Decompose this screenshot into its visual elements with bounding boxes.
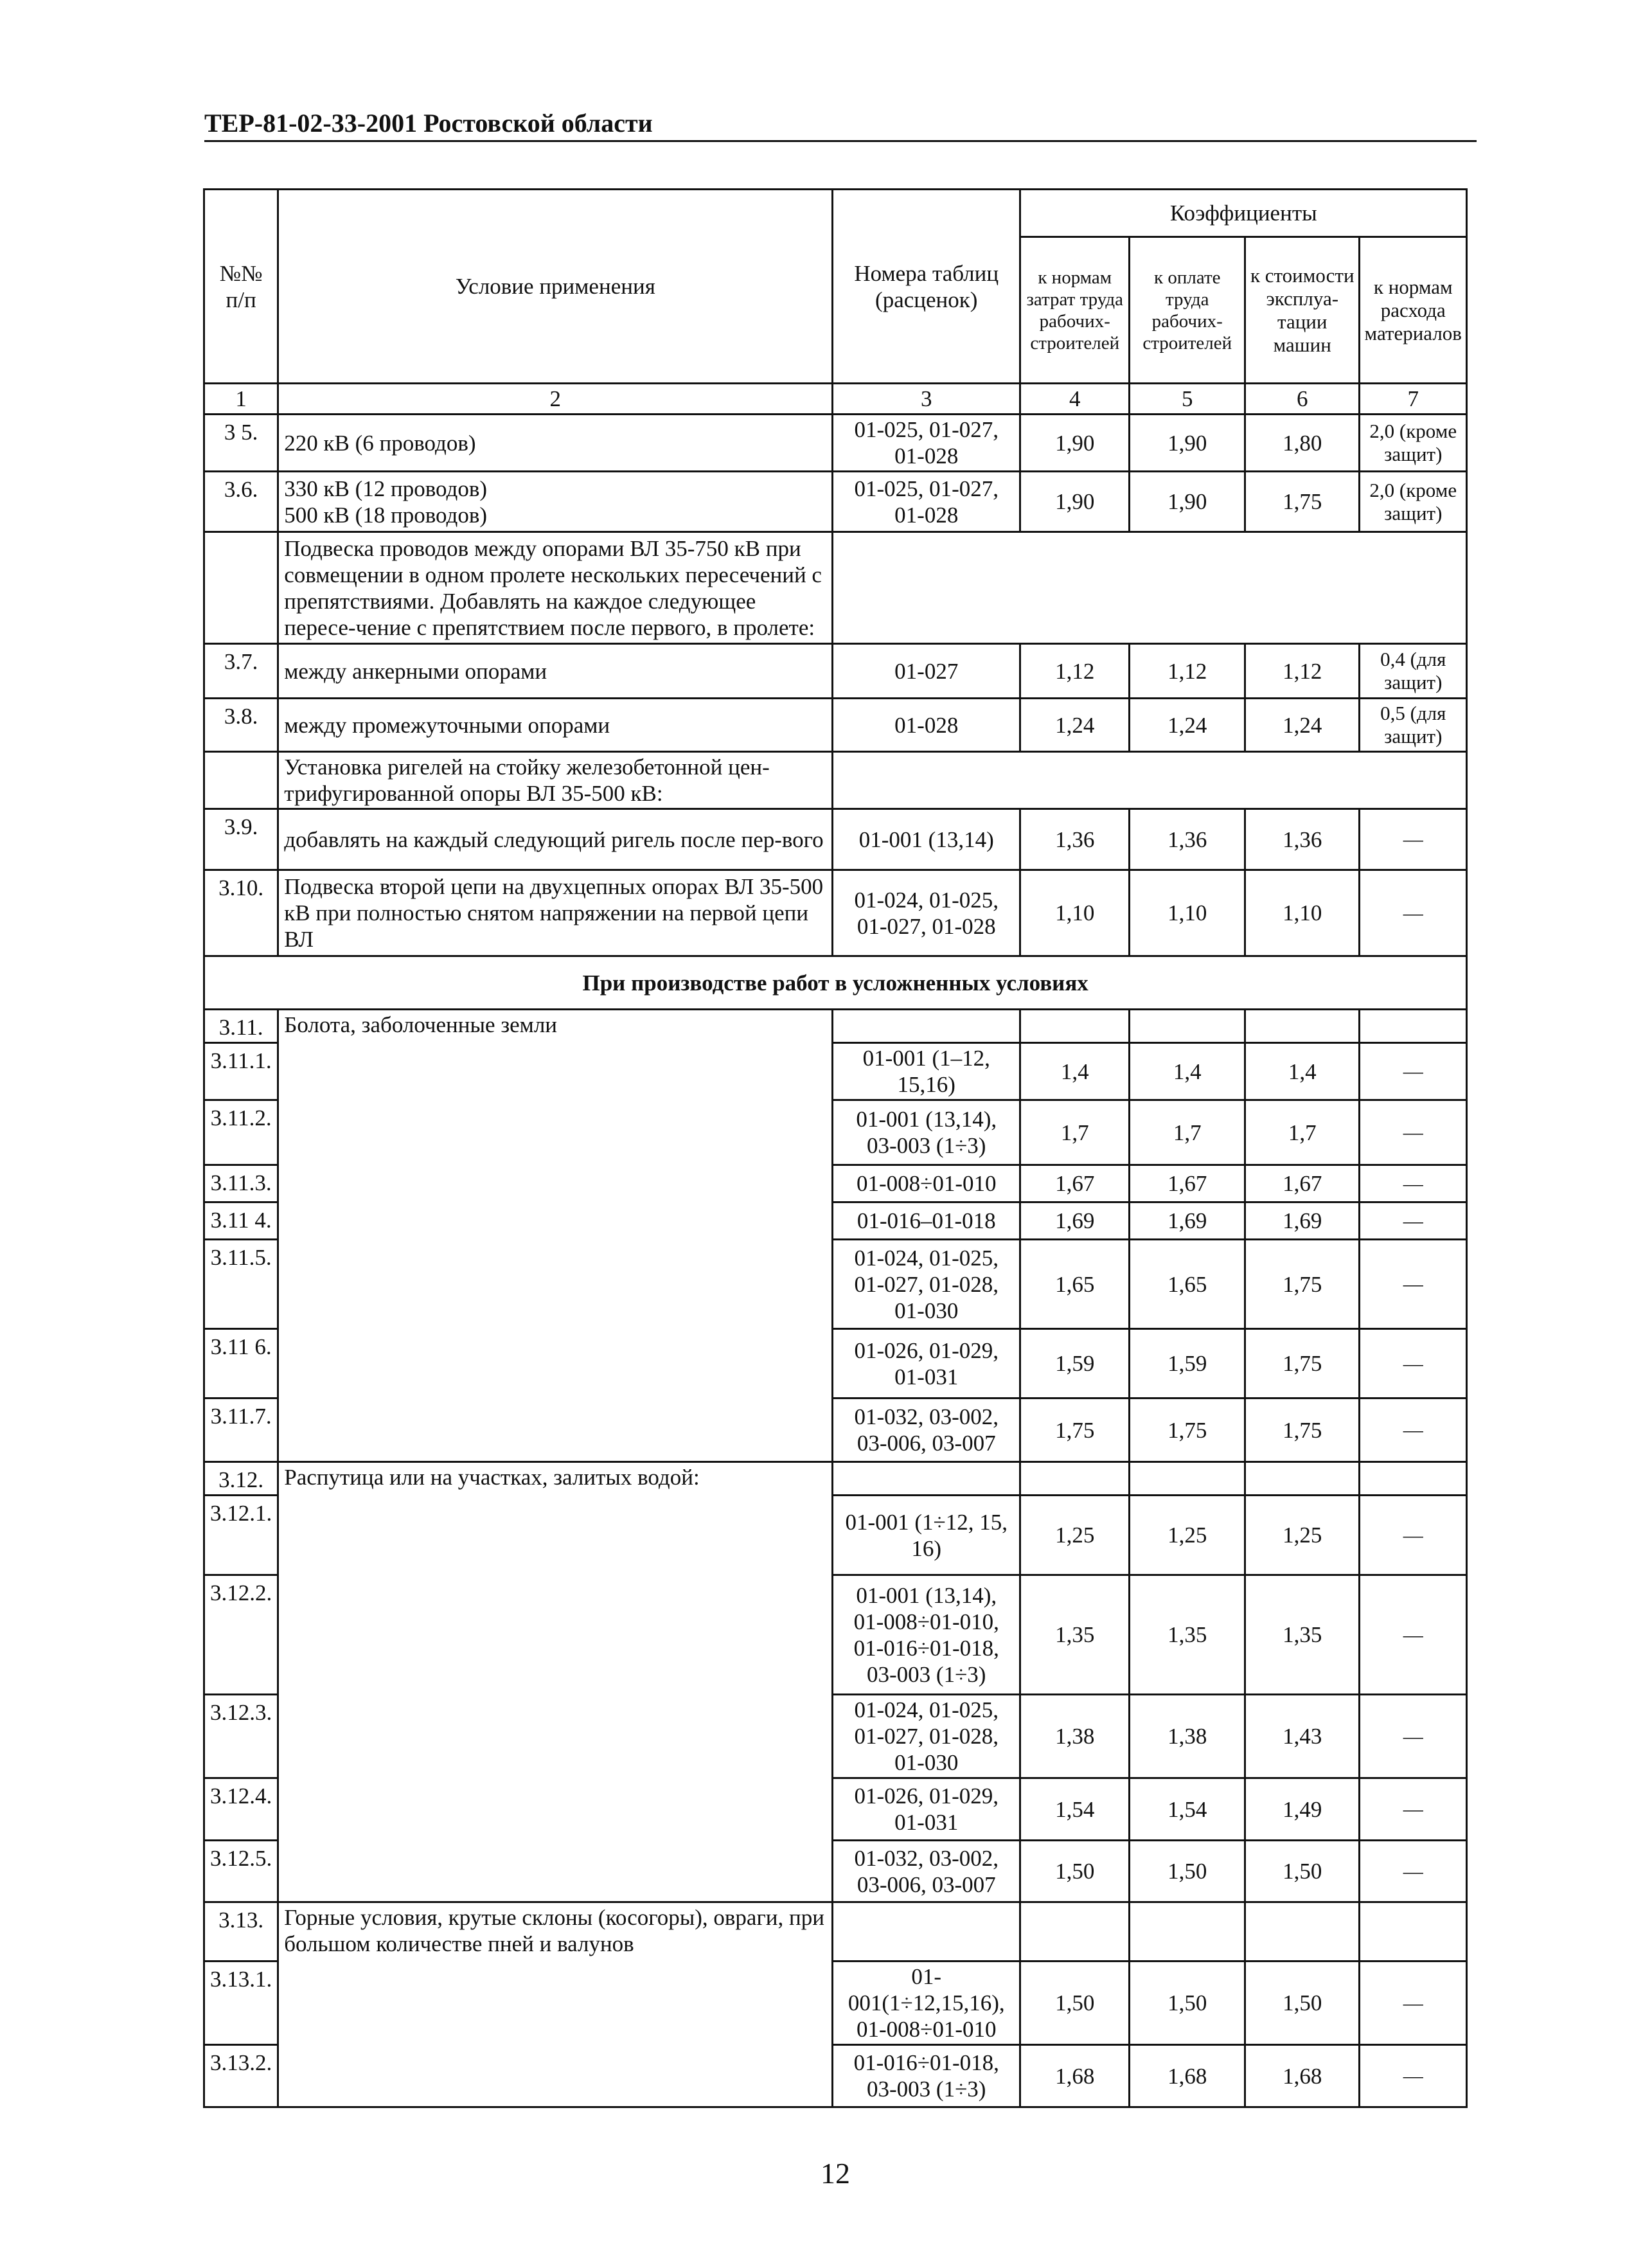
subgroup-title: Болота, заболоченные земли [278,1010,833,1462]
coef-wages: 1,75 [1130,1399,1245,1462]
row-number: 3.12.3. [204,1695,278,1778]
coef-machines: 1,43 [1245,1695,1360,1778]
row-number-empty [204,532,278,644]
coef-machines: 1,50 [1245,1962,1360,2045]
header-col-materials: к нормам расхода материалов [1360,237,1467,384]
row-tables: 01-024, 01-025, 01-027, 01-028, 01-030 [833,1695,1020,1778]
subgroup-title: Распутица или на участках, залитых водой: [278,1462,833,1902]
coef-labor: 1,54 [1020,1778,1130,1841]
coef-materials: 2,0 (кроме защит) [1360,472,1467,532]
row-number: 3.13.2. [204,2045,278,2107]
group-heading: Установка ригелей на стойку железобетонной цен-трифугированной опоры ВЛ 35-500 кВ: [278,752,833,809]
subgroup-title: Горные условия, крутые склоны (косогоры), овраги, при большом количестве пней и валунов [278,1902,833,2107]
coef-materials: — [1360,1962,1467,2045]
row-condition: Подвеска второй цепи на двухцепных опорах ВЛ 35-500 кВ при полностью снятом напряжении на первой цепи ВЛ [278,870,833,956]
header-col-labor: к нормам затрат труда рабочих-строителей [1020,237,1130,384]
empty-cell [1245,1462,1360,1496]
coef-machines: 1,25 [1245,1496,1360,1575]
group-heading-row [204,752,1467,809]
row-tables: 01-001 (13,14), 03-003 (1÷3) [833,1100,1020,1165]
row-number: 3.11.3. [204,1165,278,1202]
coef-materials: 0,4 (для защит) [1360,644,1467,699]
coef-labor: 1,25 [1020,1496,1130,1575]
empty-cell [1360,1010,1467,1043]
row-number: 3.7. [204,644,278,699]
coef-labor: 1,50 [1020,1841,1130,1902]
empty-cell [1020,1010,1130,1043]
coef-machines: 1,49 [1245,1778,1360,1841]
coef-labor: 1,7 [1020,1100,1130,1165]
coef-machines: 1,75 [1245,1240,1360,1329]
row-tables: 01-001 (13,14) [833,809,1020,870]
empty-cell [833,1902,1020,1962]
row-condition: между анкерными опорами [278,644,833,699]
table-row [204,415,1467,472]
coef-labor: 1,90 [1020,415,1130,472]
coef-machines: 1,75 [1245,472,1360,532]
coef-labor: 1,75 [1020,1399,1130,1462]
row-number: 3.11 6. [204,1329,278,1399]
coef-wages: 1,4 [1130,1043,1245,1100]
header-tables: Номера таблиц (расценок) [833,190,1020,384]
row-number: 3.11.7. [204,1399,278,1462]
coef-materials: 2,0 (кроме защит) [1360,415,1467,472]
empty-cell [833,1010,1020,1043]
coef-wages: 1,24 [1130,699,1245,752]
row-tables: 01-001 (13,14), 01-008÷01-010, 01-016÷01-018, 03-003 (1÷3) [833,1575,1020,1695]
colnum: 1 [204,384,278,415]
coef-labor: 1,50 [1020,1962,1130,2045]
coef-materials: — [1360,1202,1467,1240]
coef-labor: 1,10 [1020,870,1130,956]
colnum: 3 [833,384,1020,415]
coef-wages: 1,12 [1130,644,1245,699]
row-tables: 01-001(1÷12,15,16), 01-008÷01-010 [833,1962,1020,2045]
section-heading: При производстве работ в усложненных условиях [204,956,1467,1010]
row-condition: добавлять на каждый следующий ригель после пер-вого [278,809,833,870]
row-tables: 01-032, 03-002, 03-006, 03-007 [833,1841,1020,1902]
row-condition: между промежуточными опорами [278,699,833,752]
row-tables: 01-024, 01-025, 01-027, 01-028 [833,870,1020,956]
row-number-empty [204,752,278,809]
coef-wages: 1,50 [1130,1962,1245,2045]
coef-materials: — [1360,1329,1467,1399]
coef-materials: — [1360,1240,1467,1329]
coef-materials: — [1360,1496,1467,1575]
colnum: 2 [278,384,833,415]
row-number: 3.12.5. [204,1841,278,1902]
row-tables: 01-001 (1÷12, 15, 16) [833,1496,1020,1575]
page-number: 12 [821,2157,850,2190]
coef-wages: 1,54 [1130,1778,1245,1841]
coef-wages: 1,10 [1130,870,1245,956]
row-number: 3.13. [204,1902,278,1962]
row-number: 3.12.4. [204,1778,278,1841]
group-filler [833,532,1467,644]
row-tables: 01-008÷01-010 [833,1165,1020,1202]
coef-materials: — [1360,1841,1467,1902]
row-tables: 01-016–01-018 [833,1202,1020,1240]
coef-materials: — [1360,809,1467,870]
coef-labor: 1,68 [1020,2045,1130,2107]
row-tables: 01-032, 03-002, 03-006, 03-007 [833,1399,1020,1462]
row-tables: 01-024, 01-025, 01-027, 01-028, 01-030 [833,1240,1020,1329]
table-row [204,472,1467,532]
colnum: 7 [1360,384,1467,415]
row-number: 3.11.1. [204,1043,278,1100]
coef-materials: — [1360,1778,1467,1841]
coef-wages: 1,90 [1130,472,1245,532]
coef-labor: 1,4 [1020,1043,1130,1100]
group-heading: Подвеска проводов между опорами ВЛ 35-750 кВ при совмещении в одном пролете нескольких пересечений с препятствиями. Добавлять на каждое следующее пересе-чение с препятствием после первого, в пролете: [278,532,833,644]
section-heading-row [204,956,1467,1010]
header-num: №№ п/п [204,190,278,384]
row-number: 3.12. [204,1462,278,1496]
row-number: 3.13.1. [204,1962,278,2045]
coef-materials: — [1360,870,1467,956]
coef-machines: 1,36 [1245,809,1360,870]
row-tables: 01-028 [833,699,1020,752]
coef-materials: — [1360,1575,1467,1695]
coef-materials: — [1360,1695,1467,1778]
coefficients-table [203,188,1468,2108]
row-number: 3.11.2. [204,1100,278,1165]
table-row [204,699,1467,752]
coef-wages: 1,38 [1130,1695,1245,1778]
empty-cell [1245,1902,1360,1962]
header-title: ТЕР-81-02-33-2001 Ростовской области [204,109,653,138]
coef-machines: 1,80 [1245,415,1360,472]
row-number: 3.11.5. [204,1240,278,1329]
table-row [204,809,1467,870]
coef-labor: 1,65 [1020,1240,1130,1329]
row-number: 3.11. [204,1010,278,1043]
row-number: 3.12.2. [204,1575,278,1695]
empty-cell [1130,1010,1245,1043]
coef-machines: 1,7 [1245,1100,1360,1165]
colnum: 5 [1130,384,1245,415]
row-number: 3.11 4. [204,1202,278,1240]
coef-materials: — [1360,1043,1467,1100]
coef-labor: 1,38 [1020,1695,1130,1778]
coef-materials: — [1360,1100,1467,1165]
coef-labor: 1,12 [1020,644,1130,699]
coef-materials: — [1360,1399,1467,1462]
empty-cell [1020,1462,1130,1496]
row-number: 3.8. [204,699,278,752]
row-tables: 01-001 (1–12, 15,16) [833,1043,1020,1100]
coef-wages: 1,35 [1130,1575,1245,1695]
coef-wages: 1,68 [1130,2045,1245,2107]
row-tables: 01-025, 01-027, 01-028 [833,415,1020,472]
coef-machines: 1,24 [1245,699,1360,752]
empty-cell [833,1462,1020,1496]
colnum: 6 [1245,384,1360,415]
coef-labor: 1,36 [1020,809,1130,870]
column-numbers-row [204,384,1467,415]
empty-cell [1360,1462,1467,1496]
coef-labor: 1,67 [1020,1165,1130,1202]
row-number: 3.10. [204,870,278,956]
row-tables: 01-016÷01-018, 03-003 (1÷3) [833,2045,1020,2107]
empty-cell [1245,1010,1360,1043]
subgroup-title-row [204,1010,1467,1043]
empty-cell [1130,1902,1245,1962]
coef-materials: 0,5 (для защит) [1360,699,1467,752]
coef-labor: 1,59 [1020,1329,1130,1399]
coef-machines: 1,68 [1245,2045,1360,2107]
table-row [204,870,1467,956]
subgroup-title-row [204,1902,1467,1962]
coef-labor: 1,35 [1020,1575,1130,1695]
row-tables: 01-026, 01-029, 01-031 [833,1329,1020,1399]
colnum: 4 [1020,384,1130,415]
row-number: 3 5. [204,415,278,472]
coef-wages: 1,59 [1130,1329,1245,1399]
coef-wages: 1,67 [1130,1165,1245,1202]
row-tables: 01-025, 01-027, 01-028 [833,472,1020,532]
coef-machines: 1,12 [1245,644,1360,699]
header-col-machines: к стоимости эксплуа-тации машин [1245,237,1360,384]
coef-labor: 1,69 [1020,1202,1130,1240]
coef-machines: 1,75 [1245,1399,1360,1462]
row-condition: 220 кВ (6 проводов) [278,415,833,472]
coef-machines: 1,10 [1245,870,1360,956]
row-tables: 01-027 [833,644,1020,699]
coef-wages: 1,7 [1130,1100,1245,1165]
group-filler [833,752,1467,809]
row-number: 3.12.1. [204,1496,278,1575]
row-number: 3.6. [204,472,278,532]
empty-cell [1020,1902,1130,1962]
coef-wages: 1,65 [1130,1240,1245,1329]
header-condition: Условие применения [278,190,833,384]
coef-materials: — [1360,2045,1467,2107]
table-row [204,644,1467,699]
row-tables: 01-026, 01-029, 01-031 [833,1778,1020,1841]
group-heading-row [204,532,1467,644]
coef-wages: 1,25 [1130,1496,1245,1575]
coef-machines: 1,4 [1245,1043,1360,1100]
empty-cell [1130,1462,1245,1496]
header-col-wages: к оплате труда рабочих-строителей [1130,237,1245,384]
coef-labor: 1,90 [1020,472,1130,532]
coef-machines: 1,50 [1245,1841,1360,1902]
coef-machines: 1,67 [1245,1165,1360,1202]
row-condition: 330 кВ (12 проводов) 500 кВ (18 проводов) [278,472,833,532]
header-coefficients: Коэффициенты [1020,190,1467,237]
coef-wages: 1,90 [1130,415,1245,472]
row-number: 3.9. [204,809,278,870]
coef-wages: 1,36 [1130,809,1245,870]
coef-wages: 1,50 [1130,1841,1245,1902]
coef-machines: 1,35 [1245,1575,1360,1695]
coef-labor: 1,24 [1020,699,1130,752]
coef-machines: 1,69 [1245,1202,1360,1240]
coef-machines: 1,75 [1245,1329,1360,1399]
page-header [204,109,1477,142]
subgroup-title-row [204,1462,1467,1496]
coef-wages: 1,69 [1130,1202,1245,1240]
empty-cell [1360,1902,1467,1962]
coef-materials: — [1360,1165,1467,1202]
